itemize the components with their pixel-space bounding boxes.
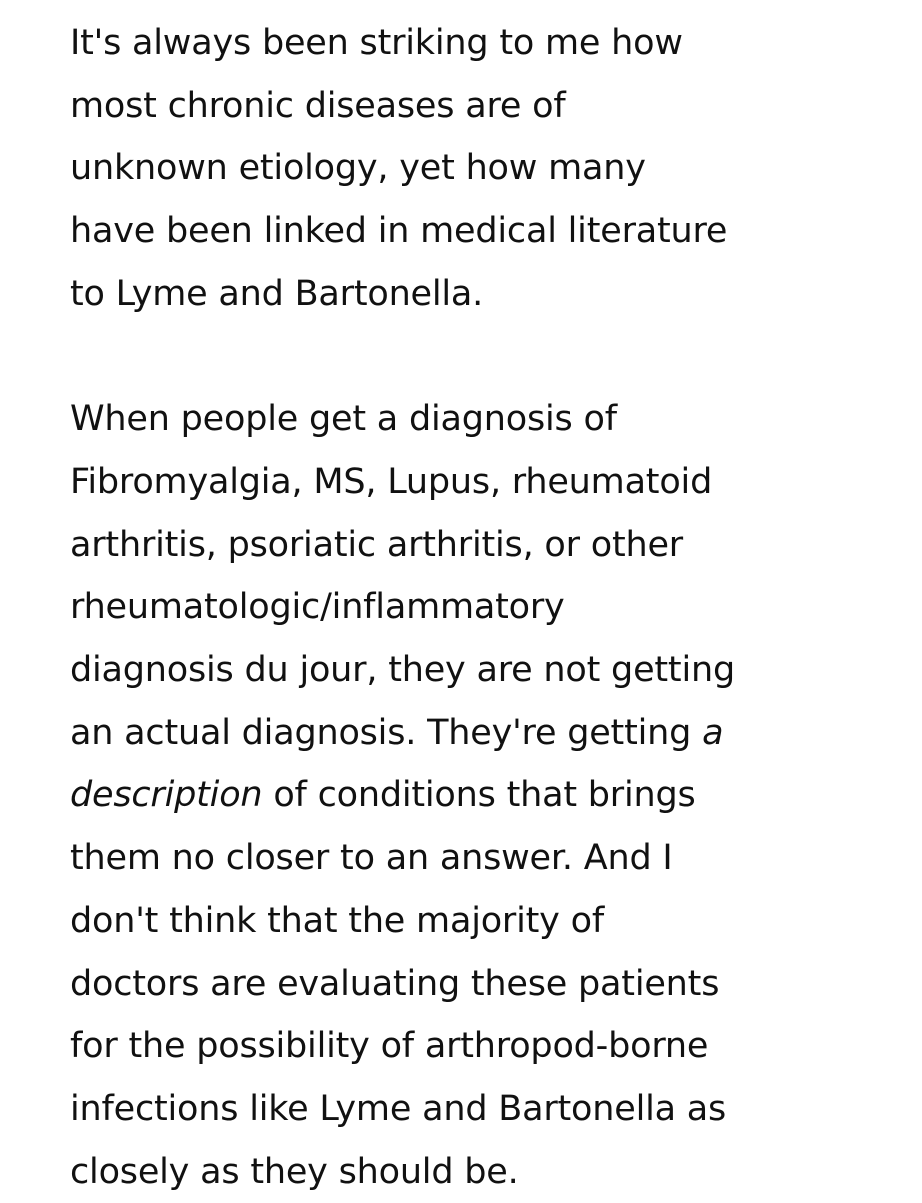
paragraph-2 xyxy=(70,388,860,1203)
text-line: Fibromyalgia, MS, Lupus, rheumatoid xyxy=(70,461,713,502)
text-line: It's always been striking to me how xyxy=(70,23,683,63)
text-line: have been linked in medical literature xyxy=(70,211,728,252)
text-line xyxy=(70,764,860,827)
text-line: rheumatologic/inflammatory xyxy=(70,587,565,628)
text-line: closely as they should be. xyxy=(70,1151,519,1192)
paragraph-gap xyxy=(70,326,860,389)
text-line xyxy=(70,702,860,765)
text-line: arthritis, psoriatic arthritis, or other xyxy=(70,524,683,565)
text-line: When people get a diagnosis of xyxy=(70,399,617,440)
text-line: most chronic diseases are of xyxy=(70,85,566,126)
text-line: for the possibility of arthropod-borne xyxy=(70,1026,709,1067)
text-plain: an actual diagnosis. They're getting xyxy=(70,712,703,753)
text-line: to Lyme and Bartonella. xyxy=(70,273,484,314)
paragraph-1 xyxy=(70,12,860,326)
text-line: diagnosis du jour, they are not getting xyxy=(70,650,735,691)
text-line: infections like Lyme and Bartonella as xyxy=(70,1088,727,1129)
text-emphasis: a xyxy=(702,712,724,753)
text-emphasis: description xyxy=(70,775,263,816)
text-plain: of conditions that brings xyxy=(262,775,696,816)
text-line: don't think that the majority of xyxy=(70,900,604,941)
text-line: unknown etiology, yet how many xyxy=(70,148,646,189)
text-line: doctors are evaluating these patients xyxy=(70,963,720,1004)
post-text xyxy=(70,12,860,1203)
text-line: them no closer to an answer. And I xyxy=(70,838,673,879)
